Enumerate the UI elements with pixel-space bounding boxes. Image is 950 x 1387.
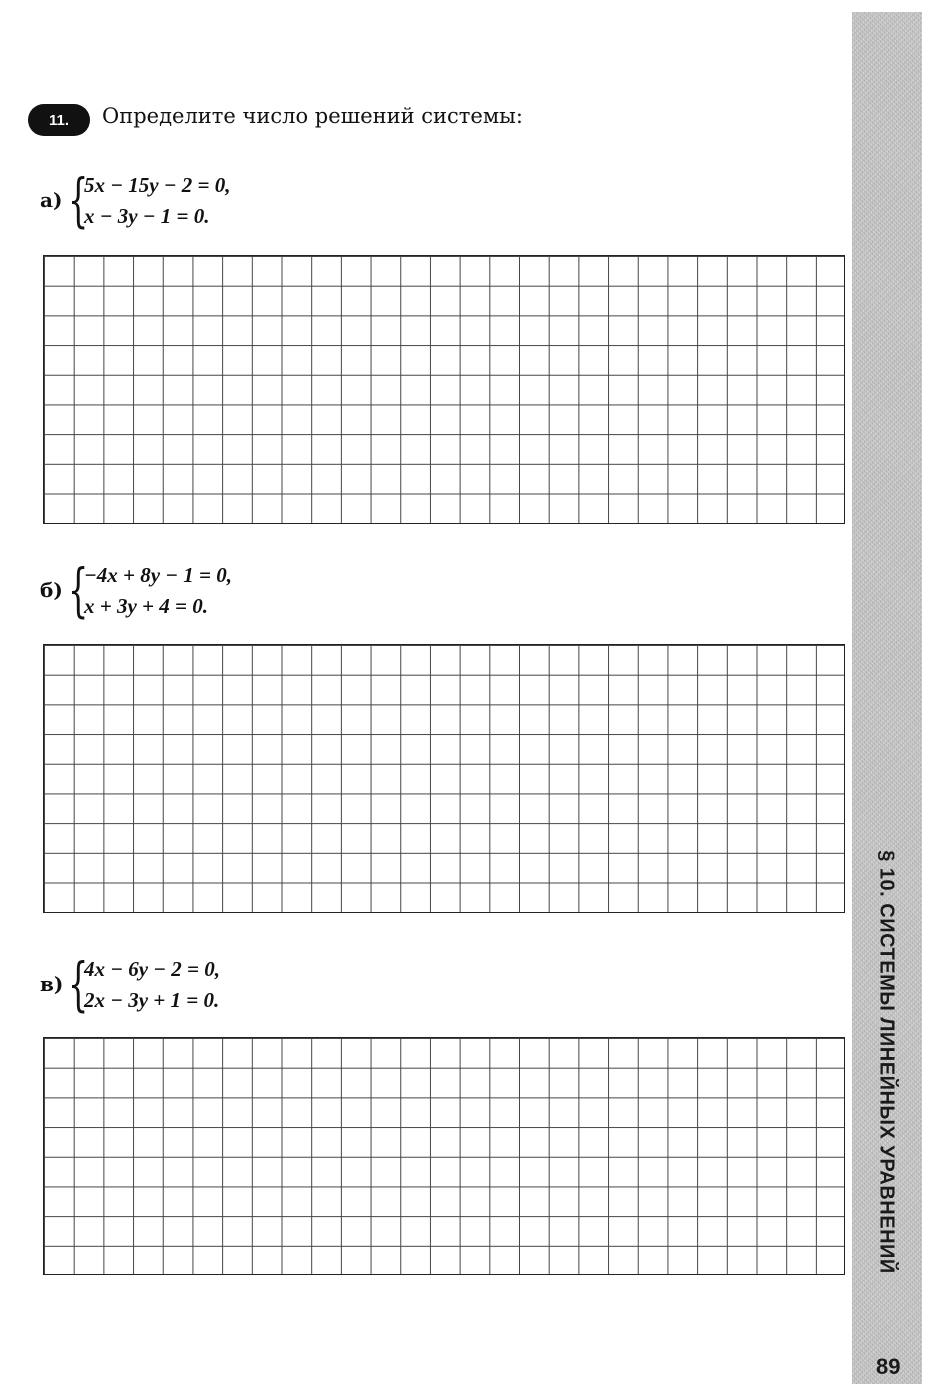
system-label: а): [40, 188, 63, 212]
brace-icon: {: [68, 166, 89, 234]
equation-1: 5x − 15y − 2 = 0,: [84, 173, 231, 197]
graph-grid-c[interactable]: [43, 1037, 845, 1275]
task-prompt: Определите число решений системы:: [102, 104, 523, 128]
brace-icon: {: [68, 950, 89, 1018]
system-label: в): [40, 972, 64, 996]
equation-2: x + 3y + 4 = 0.: [84, 594, 208, 618]
task-number-badge: 11.: [28, 104, 90, 136]
section-title: § 10. СИСТЕМЫ ЛИНЕЙНЫХ УРАВНЕНИЙ: [875, 850, 898, 1274]
equation-1: −4x + 8y − 1 = 0,: [84, 563, 232, 587]
brace-icon: {: [68, 556, 89, 624]
equation-1: 4x − 6y − 2 = 0,: [84, 957, 220, 981]
graph-grid-b[interactable]: [43, 644, 845, 913]
equation-2: x − 3y − 1 = 0.: [84, 204, 210, 228]
system-label: б): [40, 578, 63, 602]
page-number: 89: [876, 1354, 901, 1379]
graph-grid-a[interactable]: [43, 255, 845, 524]
equation-2: 2x − 3y + 1 = 0.: [84, 988, 220, 1012]
